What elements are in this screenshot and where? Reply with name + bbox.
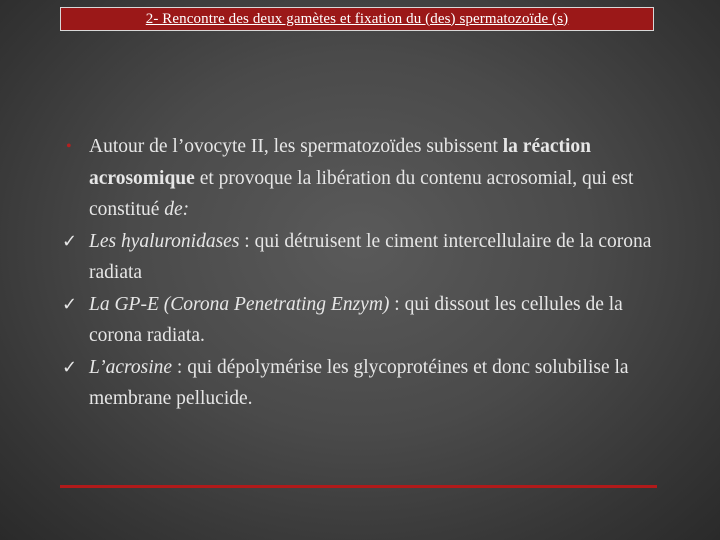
intro-text-1: Autour de l’ovocyte II, les spermatozoïdes subissent [89, 136, 503, 157]
slide-title-bar [60, 7, 654, 31]
check-icon: ✓ [62, 356, 78, 378]
intro-italic: de: [164, 199, 190, 220]
check-item-acrosine [62, 352, 652, 415]
check-icon: ✓ [62, 230, 78, 252]
bullet-intro [62, 131, 652, 226]
check-item-term: Les hyaluronidases [89, 230, 240, 252]
check-icon: ✓ [62, 293, 78, 315]
intro-bold: la réaction acrosomique [89, 136, 592, 189]
intro-text-2: et provoque la libération du contenu acrosomial, qui est constitué [89, 167, 634, 220]
slide-title: 2- Rencontre des deux gamètes et fixation du (des) spermatozoïde (s) [145, 10, 569, 27]
slide-content [62, 131, 652, 415]
check-item-hyaluronidases [62, 226, 652, 289]
check-item-term: L’acrosine [89, 356, 173, 378]
check-item-desc: : qui dissout les cellules de la corona radiata. [89, 293, 623, 346]
check-item-gpe [62, 289, 652, 352]
check-item-desc: : qui détruisent le ciment intercellulaire de la corona radiata [89, 230, 652, 283]
check-item-term: La GP-E (Corona Penetrating Enzym) [89, 293, 390, 315]
bullet-dot-icon: • [66, 138, 72, 155]
bottom-divider [60, 485, 657, 488]
check-item-desc: : qui dépolymérise les glycoprotéines et donc solubilise la membrane pellucide. [89, 356, 629, 409]
